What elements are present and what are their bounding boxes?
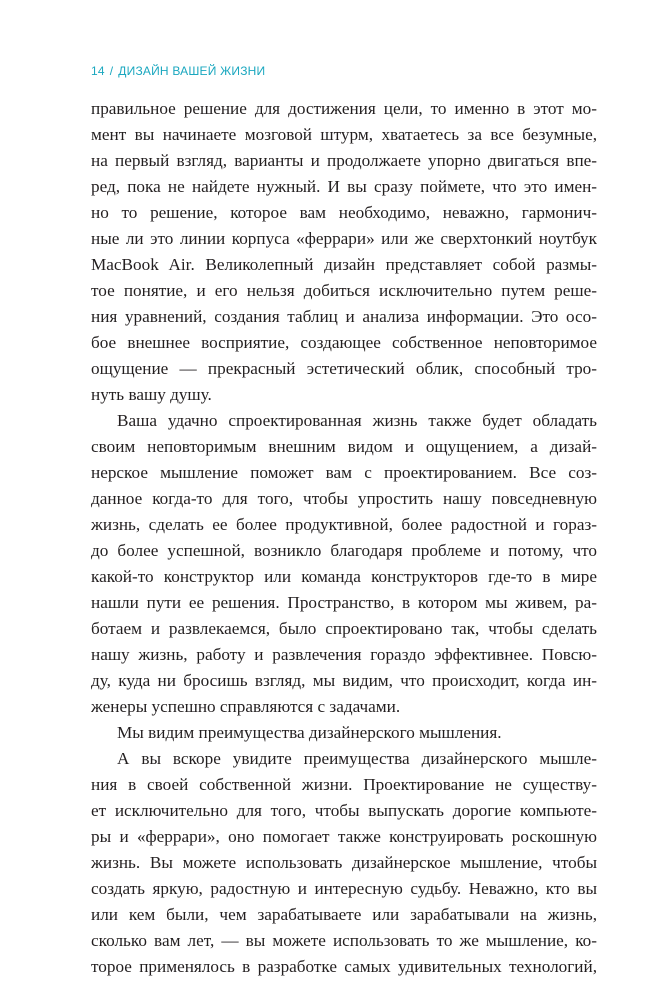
text-line: ния уравнений, создания таблиц и анализа информации. Это осо- [91,307,597,326]
running-title: ДИЗАЙН ВАШЕЙ ЖИЗНИ [118,64,266,78]
text-line: женеры успешно справляются с задачами. [91,697,401,716]
header-separator: / [109,64,114,78]
text-line: до более успешной, возникло благодаря проблеме и потому, что [91,541,597,560]
text-line: ду, куда ни бросишь взгляд, мы видим, что происходит, когда ин- [91,671,597,690]
text-line: нашли пути ее решения. Пространство, в котором мы живем, ра- [91,593,597,612]
text-line: на первый взгляд, варианты и продолжаете упорно двигаться впе- [91,151,597,170]
text-line: нашу жизнь, работу и развлечения гораздо эффективнее. Повсю- [91,645,597,664]
text-line: ные ли это линии корпуса «феррари» или же сверхтонкий ноутбук [91,229,597,248]
body-text [91,96,597,980]
text-line: правильное решение для достижения цели, то именно в этот мо- [91,99,597,118]
text-line: Мы видим преимущества дизайнерского мышления. [117,723,502,742]
text-line: Ваша удачно спроектированная жизнь также будет обладать [117,411,597,430]
text-line: сколько вам лет, — вы можете использовать то же мышление, ко- [91,931,597,950]
text-line: своим неповторимым внешним видом и ощущением, а дизай- [91,437,597,456]
text-line: данное когда-то для того, чтобы упростить нашу повседневную [91,489,597,508]
text-line: ния в своей собственной жизни. Проектирование не существу- [91,775,597,794]
text-line: А вы вскоре увидите преимущества дизайнерского мышле- [117,749,597,768]
text-line: ощущение — прекрасный эстетический облик, способный тро- [91,359,597,378]
text-line: торое применялось в разработке самых удивительных технологий, [91,957,597,976]
text-line: или кем были, чем зарабатываете или зарабатывали на жизнь, [91,905,597,924]
text-line: ред, пока не найдете нужный. И вы сразу поймете, что это имен- [91,177,597,196]
text-line: бое внешнее восприятие, создающее собственное неповторимое [91,333,597,352]
text-line: нерское мышление поможет вам с проектированием. Все соз- [91,463,597,482]
text-line: MacBook Air. Великолепный дизайн представляет собой размы- [91,255,597,274]
running-header [91,64,265,78]
page-number: 14 [91,64,105,78]
text-line: тое понятие, и его нельзя добиться исключительно путем реше- [91,281,597,300]
text-line: ры и «феррари», оно помогает также конструировать роскошную [91,827,597,846]
text-line: какой-то конструктор или команда конструкторов где-то в мире [91,567,597,586]
text-line: но то решение, которое вам необходимо, неважно, гармонич- [91,203,597,222]
text-line: жизнь. Вы можете использовать дизайнерское мышление, чтобы [91,853,597,872]
text-line: ет исключительно для того, чтобы выпускать дорогие компьюте- [91,801,597,820]
text-line: нуть вашу душу. [91,385,212,404]
text-line: мент вы начинаете мозговой штурм, хватаетесь за все безумные, [91,125,597,144]
text-line: жизнь, сделать ее более продуктивной, более радостной и горaз- [91,515,597,534]
text-line: создать яркую, радостную и интересную судьбу. Неважно, кто вы [91,879,597,898]
text-line: ботаем и развлекаемся, было спроектировано так, чтобы сделать [91,619,597,638]
